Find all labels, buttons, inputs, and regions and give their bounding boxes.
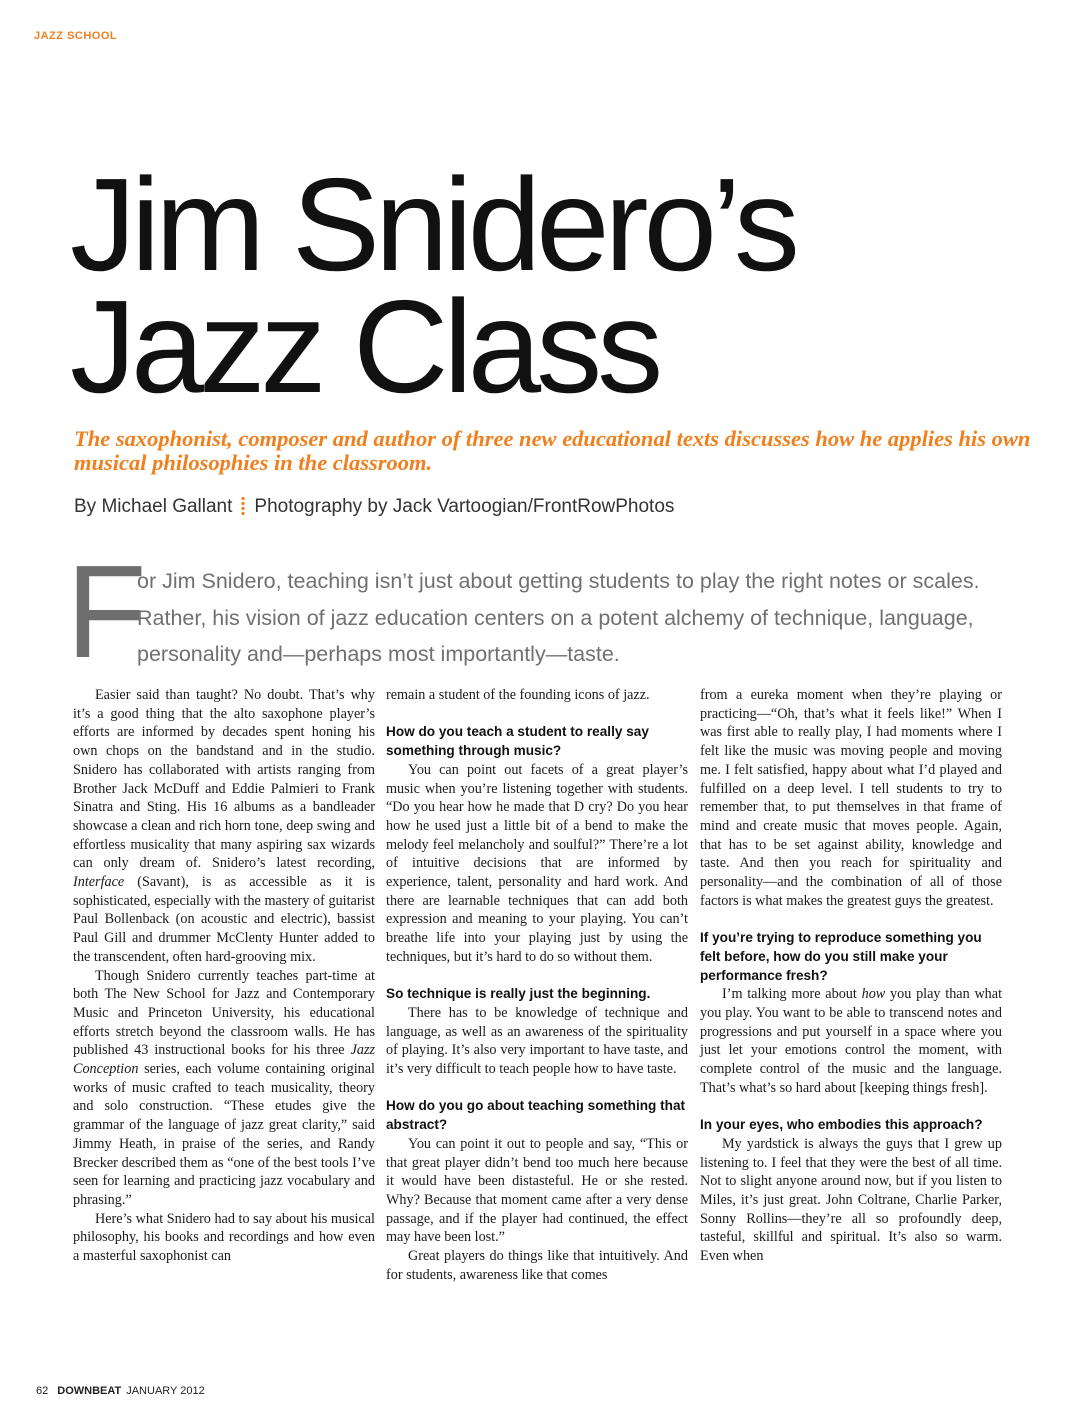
page-number: 62 (36, 1385, 49, 1397)
answer-paragraph: from a eureka moment when they’re playing or practicing—“Oh, that’s what it feels like!” When I was first able to really play, I had moments where I felt like the music was moving people and moving me. I felt satisfied, happy about what I’d played and fulfilled on a deep level. I tell students to try to remember that, to put themselves in that frame of mind and create music that moves people. Again, that has to be set against ability, knowledge and taste. And then you reach for spirituality and personality—and the combination of all of those factors is what makes the greatest guys the greatest. (700, 687, 1002, 909)
issue-date: JANUARY 2012 (126, 1385, 205, 1397)
answer-paragraph: You can point it out to people and say, “This or that great player didn’t bend too much here because it would have been distasteful. He or she rested. Why? Because that moment came after a very dense passage, and if the player had continued, the effect may have been lost.” (386, 1135, 688, 1246)
question-heading: How do you go about teaching something that abstract? (386, 1098, 686, 1133)
body-paragraph: remain a student of the founding icons of jazz. (386, 687, 650, 703)
body-paragraph (73, 686, 375, 967)
series-title: Jazz Conception (73, 1042, 376, 1078)
body-text: series, each volume containing original works of music crafted to teach musicality, theory and solo construction. “These etudes give the grammar of the language of jazz great clarity,” said Jimmy Heath, in praise of the series, and Randy Brecker described them as “one of the best tools I’ve seen for learning and practicing jazz vocabulary and phrasing.” (73, 1061, 375, 1208)
album-title: Interface (73, 874, 125, 891)
body-paragraph (73, 967, 375, 1210)
deck: The saxophonist, composer and author of three new educational texts discusses how he applies his own musical philosophies in the classroom. (74, 426, 1031, 475)
body-text: I’m talking more about (722, 986, 857, 1003)
answer-paragraph (700, 985, 1002, 1097)
question-heading: So technique is really just the beginning. (386, 986, 651, 1002)
section-tag: JAZZ SCHOOL (34, 30, 118, 42)
byline (74, 496, 674, 518)
question-heading: If you’re trying to reproduce something you felt before, how do you still make your performance fresh? (700, 930, 982, 983)
headline-line-2: Jazz Class (70, 273, 659, 420)
body-column-1 (73, 686, 375, 1266)
magazine-name: DOWNBEAT (57, 1385, 122, 1397)
drop-cap: F (66, 538, 147, 685)
emphasis: how (861, 986, 886, 1003)
question-heading: In your eyes, who embodies this approach? (700, 1117, 983, 1133)
body-text: Though Snidero currently teaches part-time at both The New School for Jazz and Contemporary Music and Princeton University, his educational efforts stretch beyond the classroom walls. He has published 43 instructional books for his three (73, 967, 375, 1059)
answer-paragraph: There has to be knowledge of technique and language, as well as an awareness of the spirituality of playing. It’s also very important to have taste, and it’s very difficult to teach people how to have taste. (386, 1004, 688, 1078)
body-column-3 (700, 686, 1002, 1266)
answer-paragraph: Great players do things like that intuitively. And for students, awareness like that comes (386, 1248, 688, 1283)
byline-separator (241, 496, 245, 516)
page-footer (36, 1385, 205, 1397)
headline-line-1: Jim Snidero’s (70, 151, 795, 298)
body-paragraph: Here’s what Snidero had to say about his musical philosophy, his books and recordings and how even a masterful saxophonist can (73, 1210, 375, 1265)
intro-paragraph: or Jim Snidero, teaching isn’t just about getting students to play the right notes or scales. Rather, his vision of jazz education centers on a potent alchemy of technique, language, personality and—perhaps most importantly—taste. (137, 569, 980, 666)
answer-paragraph: You can point out facets of a great player’s music when you’re listening together with students. “Do you hear how he made that D cry? Do you hear how he used just a little bit of a bend to make the melody feel melancholy and soulful?” There’re a lot of intuitive decisions that are informed by experience, talent, personality and hard work. And there are learnable techniques that can add both expression and meaning to your playing. You can’t breathe life into your playing just by using the techniques, but it’s hard to do so without them. (386, 761, 688, 965)
photo-credit: Photography by Jack Vartoogian/FrontRowPhotos (254, 496, 675, 517)
body-text: you play than what you play. You want to be able to transcend notes and progressions and put yourself in a space where you just let your emotions control the moment, with complete control of the music and the language. That’s what’s so hard about [keeping things fresh]. (700, 986, 1003, 1096)
body-column-2 (386, 686, 688, 1284)
question-heading: How do you teach a student to really say something through music? (386, 724, 649, 759)
headline (70, 151, 1030, 420)
answer-paragraph: My yardstick is always the guys that I grew up listening to. I feel that they were the best of all time. Not to slight anyone around now, but if you listen to Miles, it’s just great. John Coltrane, Charlie Parker, Sonny Rollins—they’re all so profoundly deep, tasteful, skillful and spiritual. It’s also so warm. Even when (700, 1135, 1002, 1265)
body-text: (Savant), is as accessible as it is sophisticated, especially with the mastery of guitarist Paul Bollenback (on acoustic and electric), bassist Paul Gill and drummer McClenty Hunter added to the transcendent, often hard-grooving mix. (73, 874, 375, 965)
author-credit: By Michael Gallant (74, 496, 233, 517)
body-text: Easier said than taught? No doubt. That’s why it’s a good thing that the alto saxophone player’s efforts are informed by decades spent honing his own chops on the bandstand and in the studio. Snidero has collaborated with artists ranging from Brother Jack McDuff and Eddie Palmieri to Frank Sinatra and Sting. His 16 albums as a bandleader showcase a clean and rich horn tone, deep swing and effortless musicality that many aspiring sax wizards can only dream of. Snidero’s latest recording, (73, 687, 375, 872)
